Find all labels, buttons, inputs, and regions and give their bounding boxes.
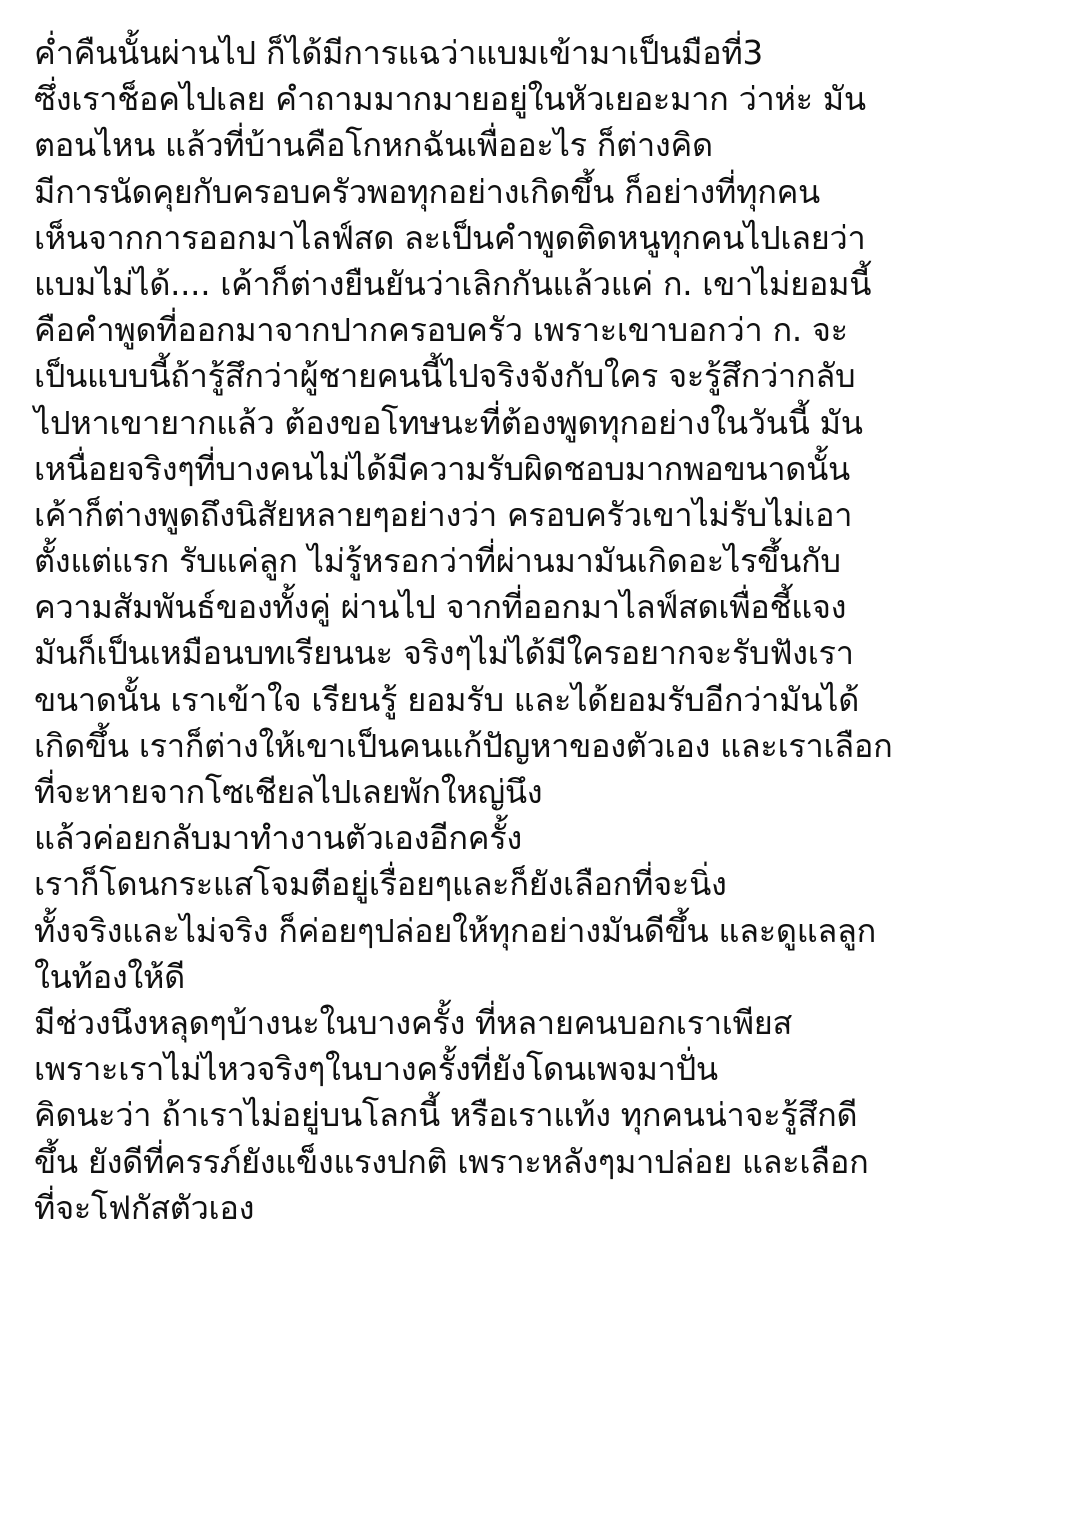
text-line: ตอนไหน แล้วที่บ้านคือโกหกฉันเพื่ออะไร ก็ต่างคิด — [34, 126, 713, 165]
text-line: เราก็โดนกระแสโจมตีอยู่เรื่อยๆและก็ยังเลือกที่จะนิ่ง — [34, 865, 727, 904]
text-line: ที่จะหายจากโซเชียลไปเลยพักใหญ่นึง — [34, 773, 543, 811]
text-line: ซึ่งเราช็อคไปเลย คำถามมากมายอยู่ในหัวเยอะมาก ว่าห่ะ มัน — [34, 80, 866, 119]
text-document — [34, 30, 1064, 1231]
text-line: ไปหาเขายากแล้ว ต้องขอโทษนะที่ต้องพูดทุกอย่างในวันนี้ มัน — [34, 403, 863, 442]
text-line: มันก็เป็นเหมือนบทเรียนนะ จริงๆไม่ได้มีใครอยากจะรับฟังเรา — [34, 634, 854, 673]
text-line: ที่จะโฟกัสตัวเอง — [34, 1188, 255, 1227]
text-line: คือคำพูดที่ออกมาจากปากครอบครัว เพราะเขาบอกว่า ก. จะ — [34, 311, 848, 350]
text-line: เพราะเราไม่ไหวจริงๆในบางครั้งที่ยังโดนเพจมาปั่น — [34, 1050, 718, 1089]
text-line: เค้าก็ต่างพูดถึงนิสัยหลายๆอย่างว่า ครอบครัวเขาไม่รับไม่เอา — [34, 495, 853, 534]
text-line: มีช่วงนึงหลุดๆบ้างนะในบางครั้ง ที่หลายคนบอกเราเพียส — [34, 1003, 793, 1042]
text-line: ขึ้น ยังดีที่ครรภ์ยังแข็งแรงปกติ เพราะหลังๆมาปล่อย และเลือก — [34, 1142, 869, 1181]
text-line: เป็นแบบนี้ถ้ารู้สึกว่าผู้ชายคนนี้ไปจริงจังกับใคร จะรู้สึกว่ากลับ — [34, 357, 856, 396]
text-line: ขนาดนั้น เราเข้าใจ เรียนรู้ ยอมรับ และได้ยอมรับอีกว่ามันได้ — [34, 680, 860, 719]
text-line: ตั้งแต่แรก รับแค่ลูก ไม่รู้หรอกว่าที่ผ่านมามันเกิดอะไรขึ้นกับ — [34, 542, 841, 581]
text-line: ทั้งจริงและไม่จริง ก็ค่อยๆปล่อยให้ทุกอย่างมันดีขึ้น และดูแลลูก — [34, 911, 876, 950]
text-line: ความสัมพันธ์ของทั้งคู่ ผ่านไป จากที่ออกมาไลฟ์สดเพื่อชี้แจง — [34, 588, 847, 627]
text-line: ในท้องให้ดี — [34, 957, 185, 996]
text-line: คิดนะว่า ถ้าเราไม่อยู่บนโลกนี้ หรือเราแท้ง ทุกคนน่าจะรู้สึกดี — [34, 1096, 858, 1135]
text-line: เกิดขึ้น เราก็ต่างให้เขาเป็นคนแก้ปัญหาของตัวเอง และเราเลือก — [34, 726, 893, 765]
text-line: แล้วค่อยกลับมาทำงานตัวเองอีกครั้ง — [34, 819, 522, 858]
text-line: เห็นจากการออกมาไลฟ์สด ละเป็นคำพูดติดหนูทุกคนไปเลยว่า — [34, 218, 866, 257]
text-line: แบมไม่ได้.... เค้าก็ต่างยืนยันว่าเลิกกันแล้วแค่ ก. เขาไม่ยอมนี้ — [34, 264, 872, 303]
text-line: มีการนัดคุยกับครอบครัวพอทุกอย่างเกิดขึ้น ก็อย่างที่ทุกคน — [34, 172, 820, 211]
text-line: เหนื่อยจริงๆที่บางคนไม่ได้มีความรับผิดชอบมากพอขนาดนั้น — [34, 449, 850, 488]
text-line: ค่ำคืนนั้นผ่านไป ก็ได้มีการแฉว่าแบมเข้ามาเป็นมือที่3 — [34, 34, 763, 72]
